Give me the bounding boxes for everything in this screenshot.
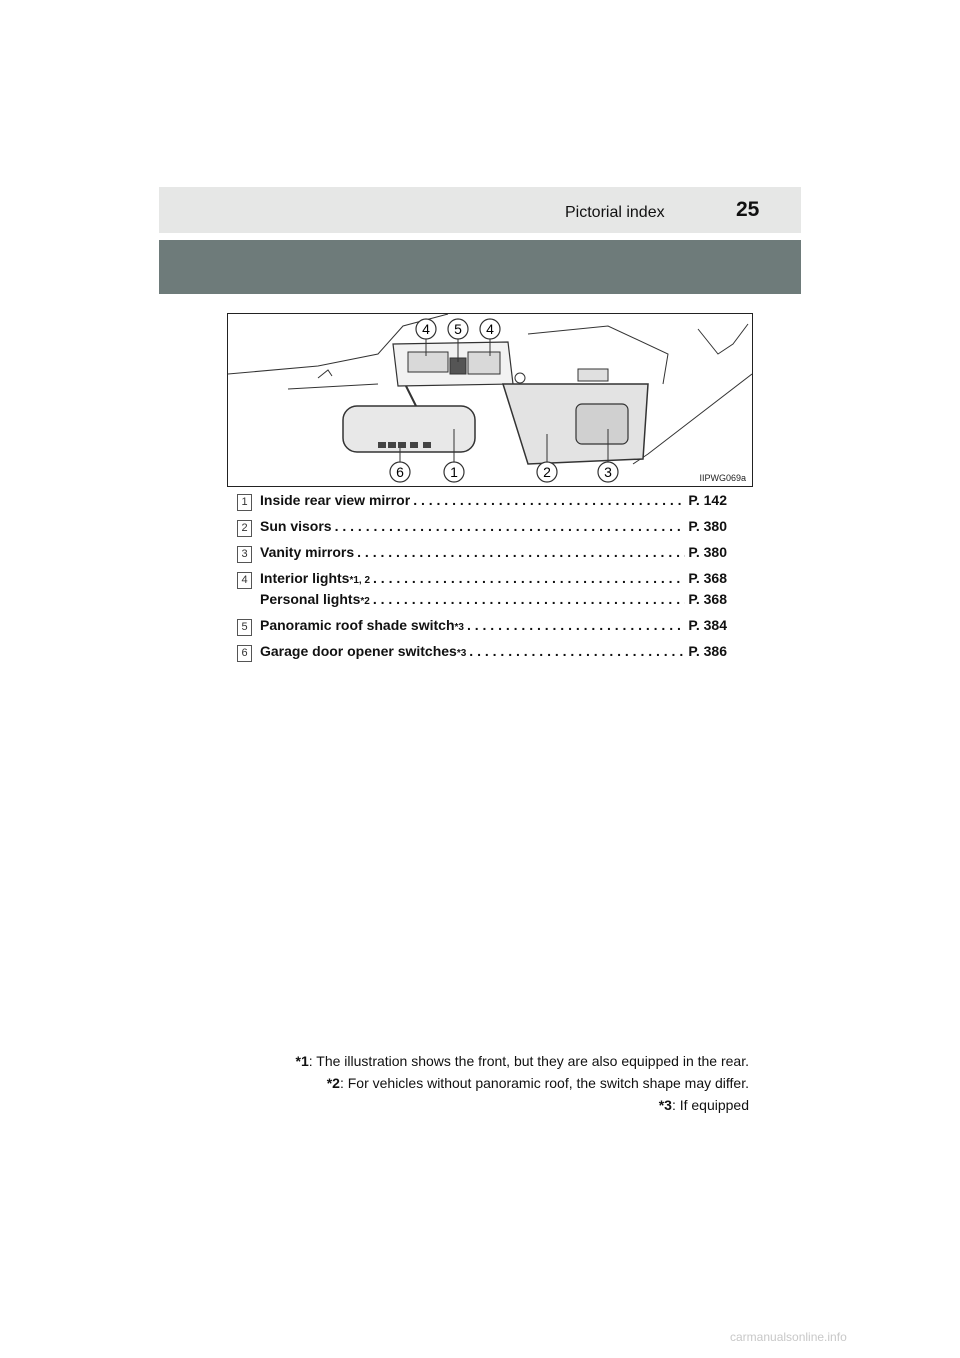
footnote-mark: *2 [326, 1075, 340, 1091]
item-line: Panoramic roof shade switch *3 . . . P. 384 [260, 617, 727, 638]
item-label: Vanity mirrors [260, 544, 355, 560]
dot-leader [413, 492, 685, 508]
illustration-code: IIPWG069a [699, 473, 746, 483]
footnote-mark: *3 [658, 1097, 672, 1113]
callout-4-right [480, 319, 500, 339]
page-header [159, 187, 801, 233]
section-band [159, 240, 801, 294]
item-number: 4 [237, 572, 252, 589]
callout-1 [444, 462, 464, 482]
item-label: Garage door opener switches [260, 643, 457, 659]
watermark: carmanualsonline.info [730, 1330, 847, 1344]
item-number: 6 [237, 645, 252, 662]
list-item [237, 518, 727, 539]
dot-leader [467, 617, 685, 633]
svg-text:5: 5 [454, 321, 462, 337]
overhead-console-illustration [227, 313, 753, 487]
page-reference-link[interactable]: P. 368 [688, 591, 727, 607]
list-item [237, 643, 727, 664]
page-number: 25 [736, 198, 760, 221]
page-reference-link[interactable]: P. 368 [688, 570, 727, 586]
callout-6 [390, 462, 410, 482]
svg-text:2: 2 [543, 464, 551, 480]
item-number: 1 [237, 494, 252, 511]
callout-2 [537, 462, 557, 482]
svg-text:1: 1 [450, 464, 458, 480]
dot-leader [335, 518, 686, 534]
footnote [296, 1094, 749, 1116]
dot-leader [357, 544, 685, 560]
page-reference-link[interactable]: P. 380 [688, 518, 727, 534]
item-line: Garage door opener switches *3 . . . P. 386 [260, 643, 727, 664]
list-item [237, 492, 727, 513]
item-line [260, 518, 727, 539]
page-reference-link[interactable]: P. 386 [688, 643, 727, 659]
svg-text:4: 4 [422, 321, 430, 337]
item-label: Sun visors [260, 518, 332, 534]
list-item [237, 544, 727, 565]
dot-leader [469, 643, 685, 659]
callout-3 [598, 462, 618, 482]
item-label: Interior lights [260, 570, 350, 586]
footnote [296, 1072, 749, 1094]
item-line: Personal lights *2 . . . P. 368 [260, 591, 727, 612]
item-label: Panoramic roof shade switch [260, 617, 455, 633]
footnote-text: : For vehicles without panoramic roof, the switch shape may differ. [339, 1075, 749, 1091]
list-item [237, 617, 727, 638]
callout-5 [448, 319, 468, 339]
item-label: Personal lights [260, 591, 361, 607]
footnote-mark: *1 [295, 1053, 309, 1069]
footnote-text: : If equipped [671, 1097, 749, 1113]
page-reference-link[interactable]: P. 384 [688, 617, 727, 633]
page-reference-link[interactable]: P. 380 [688, 544, 727, 560]
callout-4-left [416, 319, 436, 339]
item-number: 2 [237, 520, 252, 537]
footnote [296, 1050, 749, 1072]
item-label: Inside rear view mirror [260, 492, 411, 508]
item-number: 5 [237, 619, 252, 636]
page-reference-link[interactable]: P. 142 [688, 492, 727, 508]
item-number: 3 [237, 546, 252, 563]
illustration-drawing [228, 314, 752, 486]
list-item [237, 570, 727, 612]
dot-leader [373, 570, 685, 586]
svg-text:4: 4 [486, 321, 494, 337]
item-line [260, 492, 727, 513]
footnote-text: : The illustration shows the front, but they are also equipped in the rear. [308, 1053, 749, 1069]
dot-leader [373, 591, 686, 607]
svg-text:6: 6 [396, 464, 404, 480]
footnotes [296, 1050, 749, 1116]
section-title: Pictorial index [565, 204, 665, 221]
item-line: Interior lights *1, 2 . . . P. 368 [260, 570, 727, 591]
item-line [260, 544, 727, 565]
index-list [237, 492, 727, 669]
svg-text:3: 3 [604, 464, 612, 480]
